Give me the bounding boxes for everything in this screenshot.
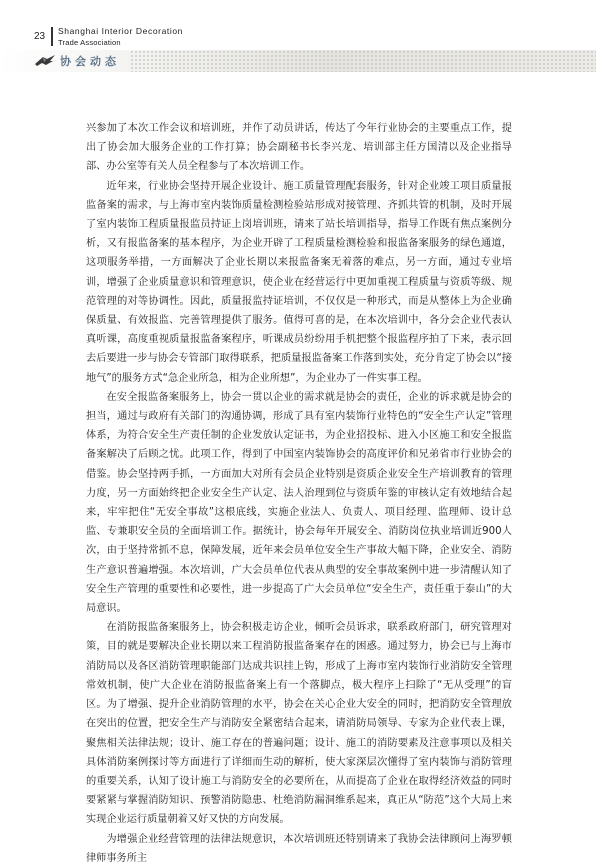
association-name-line2: Trade Association — [58, 38, 121, 47]
association-name — [58, 26, 183, 48]
article-body — [86, 119, 512, 868]
banner-dot-pattern — [130, 50, 596, 72]
paragraph-1: 兴参加了本次工作会议和培训班，并作了动员讲话，传达了今年行业协会的主要重点工作，提出了协会加大服务企业的工作打算；协会副秘书长李兴龙、培训部主任方国清以及企业指导部、办公室等有关人员全程参与了本次培训工作。 — [86, 123, 512, 173]
association-name-line1: Shanghai Interior Decoration — [58, 26, 184, 36]
header-divider — [51, 27, 53, 46]
page-number: 23 — [34, 31, 46, 42]
bird-logo-icon — [34, 54, 56, 67]
paragraph-3: 在安全报监备案服务上，协会一贯以企业的需求就是协会的责任，企业的诉求就是协会的担当，通过与政府有关部门的沟通协调，形成了具有室内装饰行业特色的“安全生产认定”管理体系，为符合安全生产责任制的企业发放认定证书，为企业招投标、进入小区施工和安全报监备案解决了后顾之忧。此项工作，得到了中国室内装饰协会的高度评价和兄弟省市行业协会的借鉴。协会坚持两手抓，一方面加大对所有会员企业特别是资质企业安全生产培训教育的管理力度，另一方面始终把企业安全生产认定、法人治理到位与资质年鉴的审核认定有效地结合起来，牢牢把住“无安全事故”这根底线，实施企业法人、负责人、项目经理、监理师、设计总监、专兼职安全员的全面培训工作。据统计，协会每年开展安全、消防岗位执业培训近900人次，由于坚持常抓不息，保障发展，近年来会员单位安全生产事故大幅下降，企业安全、消防生产意识普遍增强。本次培训，广大会员单位代表从典型的安全事故案例中进一步清醒认知了安全生产管理的重要性和必要性，进一步提高了广大会员单位“安全生产，责任重于泰山”的大局意识。 — [86, 391, 512, 615]
paragraph-5: 为增强企业经营管理的法律法规意识，本次培训班还特别请来了我协会法律顾问上海罗顿律师事务所主 — [86, 833, 512, 864]
paragraph-2: 近年来，行业协会坚持开展企业设计、施工质量管理配套服务，针对企业竣工项目质量报监备案的需求，与上海市室内装饰质量检测检验站形成对接管理、齐抓共管的机制，及时开展了室内装饰工程质量报监员持证上岗培训班，请来了站长培训指导，指导工作既有焦点案例分析，又有报监备案的基本程序，为企业开辟了工程质量检测检验和报监备案服务的绿色通道，这项服务举措，一方面解决了企业长期以来报监备案无着落的难点，另一方面，通过专业培训，增强了企业质量意识和管理意识，使企业在经营运行中更加重视工程质量与资质等级、规范管理的对等协调性。因此，质量报监持证培训，不仅仅是一种形式，而是从整体上为企业确保质量、有效报监、完善管理提供了服务。值得可喜的是，在本次培训中，各分会企业代表认真听课，高度重视质量报监备案程序，听课成员纷纷用手机把整个报监程序拍了下来，表示回去后要进一步与协会专管部门取得联系，把质量报监备案工作落到实处，充分肯定了协会以“接地气”的服务方式“急企业所急，相为企业所想”，为企业办了一件实事工程。 — [86, 180, 512, 384]
paragraph-4: 在消防报监备案服务上，协会积极走访企业，倾听会员诉求，联系政府部门，研究管理对策，目的就是要解决企业长期以来工程消防报监备案存在的困惑。通过努力，协会已与上海市消防局以及各区消防管理职能部门达成共识挂上钩，形成了上海市室内装饰行业消防安全管理常效机制，使广大企业在消防报监备案上有一个落脚点，极大程序上扫除了“无从受理”的盲区。为了增强、提升企业消防管理的水平，协会在关心企业大安全的同时，把消防安全管理放在突出的位置，把安全生产与消防安全紧密结合起来，请消防局领导、专家为企业代表上课，聚焦相关法律法规；设计、施工存在的普遍问题；设计、施工的消防要素及注意事项以及相关具体消防案例探讨等方面进行了详细而生动的解析，使大家深层次懂得了室内装饰与消防管理的重要关系，认知了设计施工与消防安全的必要所在，从而提高了企业在取得经济效益的同时要紧紧与掌握消防知识、预警消防隐患、杜绝消防漏洞维系起来，真正从“防范”这个大局上来实现企业运行质量朝着又好又快的方向发展。 — [86, 622, 512, 826]
page-header — [0, 0, 596, 90]
section-title: 协会动态 — [60, 55, 120, 68]
